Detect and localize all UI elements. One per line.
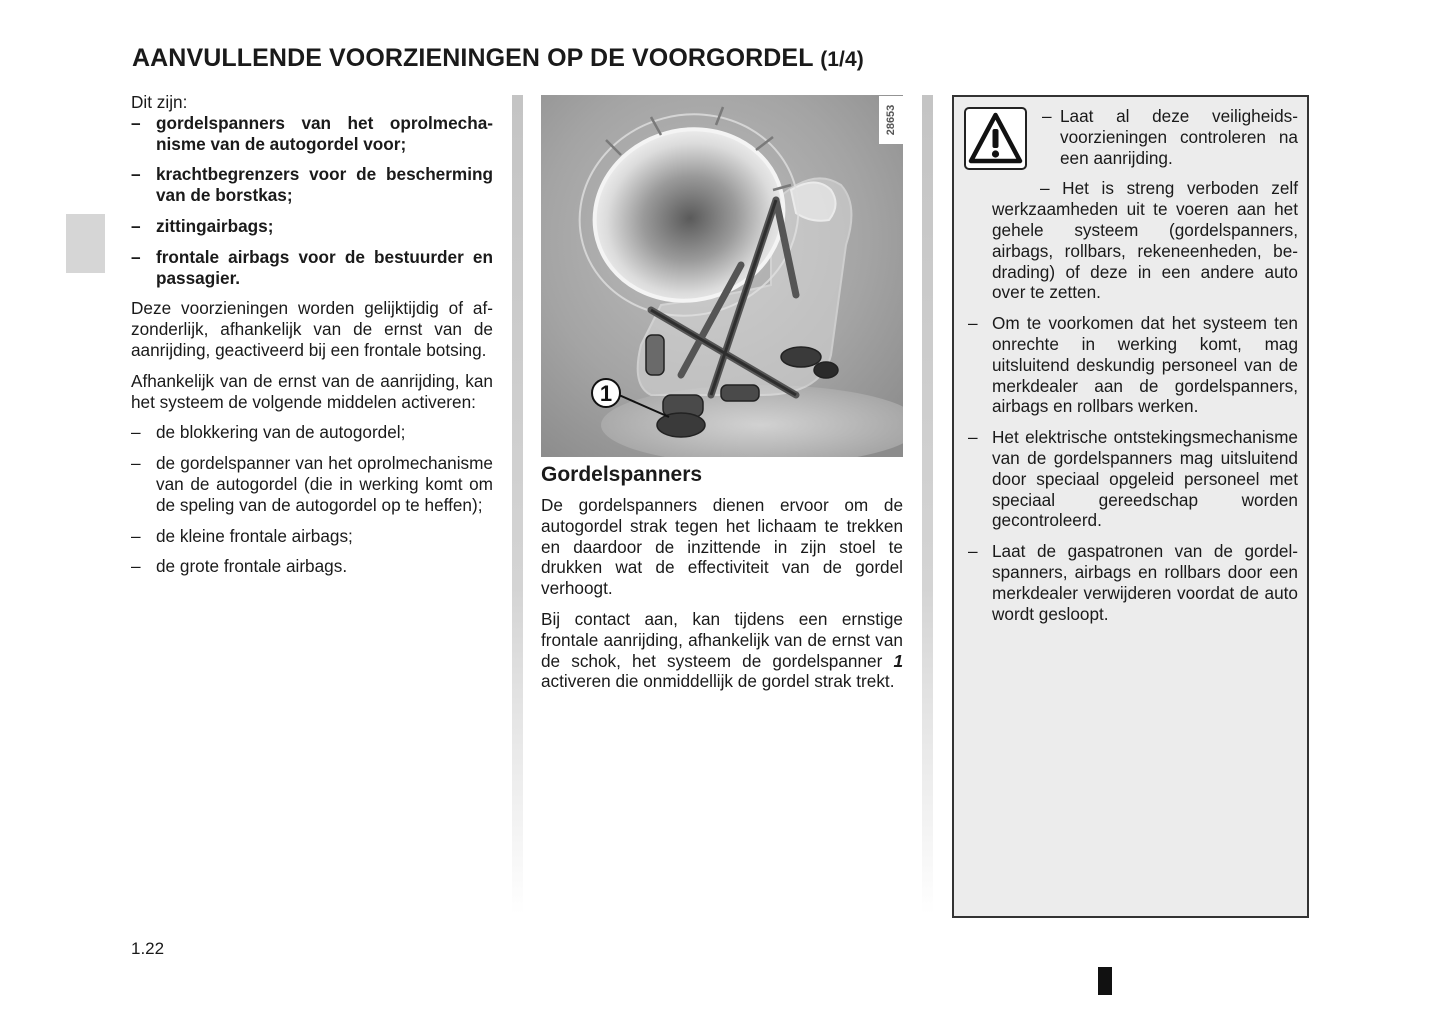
seatbelt-pretensioner-illustration <box>541 95 903 457</box>
figure-reference <box>879 96 903 144</box>
intro-text: Dit zijn: <box>131 92 188 112</box>
section-heading: Gordelspanners <box>541 463 703 486</box>
list-item: – de gordelspanner van het oprolmechanisme van de autogordel (die in werking komt om de speling van de autogordel op te heffen); <box>131 453 493 515</box>
column-1 <box>131 92 493 587</box>
list-item: – de kleine frontale airbags; <box>131 526 493 547</box>
severity-paragraph: Afhankelijk van de ernst van de aanrijding, kan het systeem de volgende middelen activeren: <box>131 370 493 412</box>
list-item: – gordelspanners van het oprolmechanisme van de autogordel voor; <box>131 113 493 155</box>
illustration-svg <box>541 95 903 457</box>
activation-means-list <box>131 422 493 577</box>
list-item: – krachtbegrenzers voor de bescherming van de borstkas; <box>131 164 493 206</box>
column-divider-right <box>922 95 933 915</box>
chapter-tab <box>66 214 105 273</box>
figure-reference-number: 28653 <box>885 104 897 136</box>
list-item: – Het elektrische ontstekingsmechanisme van de gordelspanners mag uitsluitend door speciaal opgeleid personeel met speciaal gereedschap worden gecontroleerd. <box>968 427 1298 531</box>
list-item: – Om te voorkomen dat het systeem ten onrechte in werking komt, mag uitsluitend deskundig personeel van de merkdealer aan de gordelspanners, airbags en rollbars werken. <box>968 313 1298 417</box>
activation-text-before: Bij contact aan, kan tijdens een ernstige frontale aanrijding, afhankelijk van de ernst van de schok, het systeem de gordelspanner <box>541 608 903 671</box>
callout-label: 1 <box>599 381 613 406</box>
list-item: – zittingairbags; <box>131 216 493 237</box>
list-item: – Laat de gaspatronen van de gordelspanners, airbags en rollbars door een merkdealer verwijderen voordat de auto wordt gesloopt. <box>968 541 1298 624</box>
page-title-text: AANVULLENDE VOORZIENINGEN OP DE VOORGORDEL <box>132 44 814 72</box>
pretensioner-paragraph: De gordelspanners dienen ervoor om de autogordel strak tegen het lichaam te trekken en daardoor de inzittende in zijn stoel te drukken wat de effectiviteit van de gordel verhoogt. <box>541 495 903 599</box>
warning-text <box>968 106 1298 634</box>
page-marker <box>1098 967 1112 995</box>
warning-first-dash: – <box>1042 106 1052 126</box>
warning-list <box>968 313 1298 624</box>
activation-detail-paragraph <box>541 609 903 692</box>
warning-first-text: Laat al deze veiligheidsvoorzieningen controleren na een aanrijding. <box>1060 106 1298 168</box>
column-divider-left <box>512 95 523 915</box>
list-item: – frontale airbags voor de bestuurder en passagier. <box>131 247 493 289</box>
safety-features-list <box>131 113 493 289</box>
warning-first-item <box>1042 106 1298 168</box>
warning-second-item: – Het is streng verboden zelf werkzaamheden uit te voeren aan het gehele systeem (gordelspanners, airbags, rollbars, rekeneenheden, bedrading) of deze in een andere auto over te zetten. <box>992 178 1298 303</box>
activation-text-after: activeren die onmiddellijk de gordel strak trekt. <box>541 671 895 692</box>
column-2 <box>541 462 903 702</box>
list-item: – de grote frontale airbags. <box>131 556 493 577</box>
pretensioner-reference: 1 <box>893 650 903 671</box>
page-title <box>132 44 864 73</box>
page-number: 1.22 <box>131 939 165 958</box>
list-item: – de blokkering van de autogordel; <box>131 422 493 443</box>
activation-paragraph: Deze voorzieningen worden gelijktijdig of afzonderlijk, afhankelijk van de ernst van de aanrijding, geactiveerd bij een frontale botsing. <box>131 298 493 360</box>
page-part-indicator: (1/4) <box>820 48 864 71</box>
